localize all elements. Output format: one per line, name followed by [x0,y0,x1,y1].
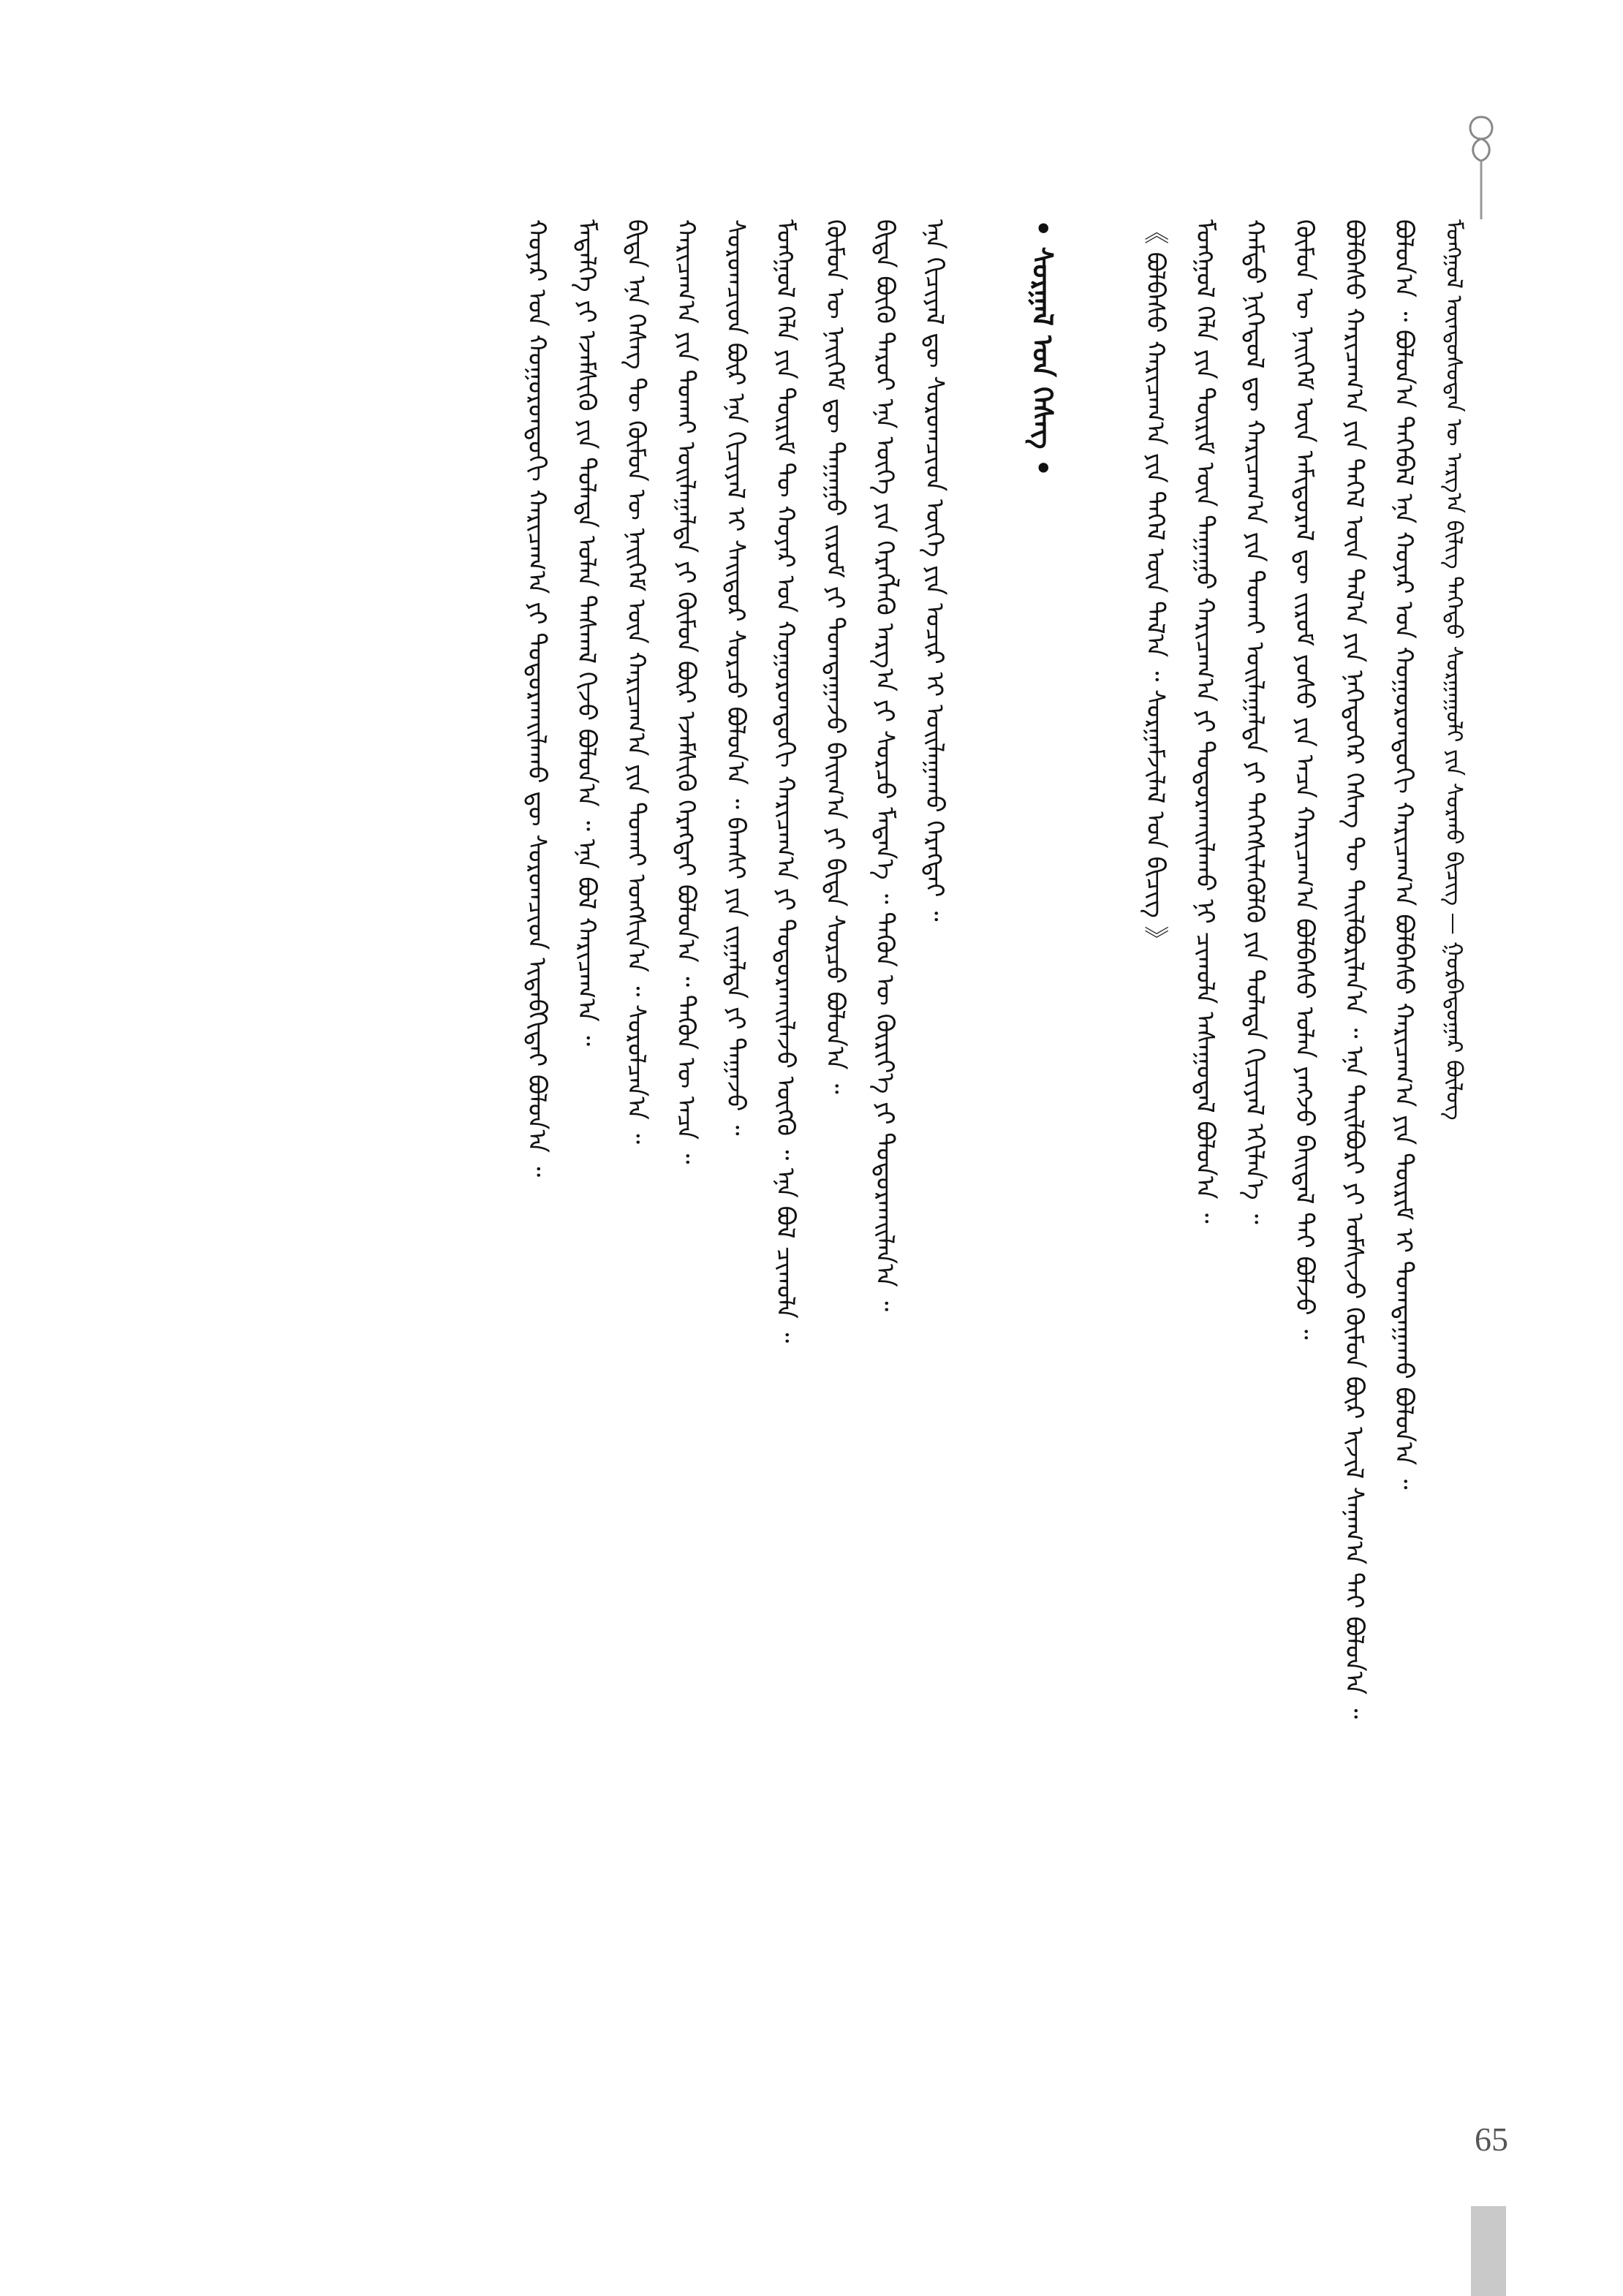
text-line-15: ᠬᠠᠷᠢᠴᠠᠭ᠎ᠠ ᠶᠢᠨ ᠲᠤᠬᠠᠢ ᠣᠢᠯᠠᠭᠠᠯᠲᠠ ᠶᠢ ᠬᠦᠮᠦᠨ ᠪᠦᠷ ᠡᠵᠡᠮᠰᠢᠬᠦ ᠬᠡᠷᠡᠭᠲᠡᠢ ᠪᠣᠯᠣᠨ᠎ᠠ ᠃ ᠲᠡᠭᠦᠨ ᠦ ᠠᠴᠠ ᠃ [671,219,700,1164]
page-edge-bar [1471,2206,1506,2296]
running-header: ᠮᠣᠩᠭᠣᠯ ᠦᠨᠳᠦᠰᠦᠲᠡᠨ ᠦ ᠠᠷᠭ᠎ᠠ ᠪᠢᠯᠢᠭ᠌ ᠳᠡᠭᠡᠳᠦ ᠰᠤᠷᠭᠠᠭᠤᠯᠢ ᠶᠢᠨ ᠰᠤᠷᠬᠤ ᠪᠢᠴᠢᠭ᠌ — ᠭᠤᠷᠪᠠᠳᠤᠭᠠᠷ ᠪᠦᠯᠦᠭ [1441,219,1467,1121]
page-number: 65 [1475,2121,1508,2158]
text-line-6: 《 ᠪᠣᠯᠪᠠᠰᠤ ᠬᠠᠷᠢᠴᠠᠭ᠎ᠠ ᠶᠢᠨ ᠲᠡᠭᠡᠯ ᠦᠨ ᠲᠠᠯ᠎ᠠ ᠃ ᠰᠤᠷᠭᠠᠮᠵᠢᠯᠠᠯ ᠤᠨ ᠪᠢᠴᠢᠭ᠌ 》 [1140,219,1170,951]
text-line-10: ᠡᠨᠡ ᠬᠢᠴᠢᠶᠡᠯ ᠳᠦ ᠰᠤᠷᠤᠭᠴᠢᠳ ᠦᠭᠡ ᠶᠢᠨ ᠤᠴᠢᠷ ᠢ ᠣᠢᠯᠠᠭᠠᠬᠤ ᠬᠡᠷᠡᠭᠲᠡᠶ ᠃ [920,219,949,922]
blank-line [1078,219,1129,2178]
text-line-3: ᠬᠦᠮᠦᠨ ᠦ ᠨᠡᠢᠭᠡᠮ ᠦᠨ ᠠᠮᠢᠳᠤᠷᠠᠯ ᠳᠦ ᠵᠢᠷᠤᠮ ᠶᠣᠰᠣ ᠶᠢᠨ ᠠᠴᠠ ᠬᠠᠷᠢᠴᠠᠭ᠎ᠠ ᠪᠣᠯᠪᠠᠰᠤ ᠣᠯᠠᠨ ᠶᠠᠩᠵᠤ ᠪᠠᠢᠳᠠᠯ ᠲᠠᠢ ᠪᠣᠯᠵᠤ ᠃ [1290,219,1319,1340]
text-line-2: ᠪᠣᠯᠪᠠᠰᠤ ᠬᠠᠷᠢᠴᠠᠭ᠎ᠠ ᠶᠢᠨ ᠲᠡᠭᠡᠯ ᠦᠨ ᠲᠠᠯ᠎ᠠ ᠶᠢᠨ ᠨᠡᠭᠡᠳᠦᠭᠡᠷ ᠬᠡᠰᠡᠭ ᠲᠦ ᠲᠠᠢᠯᠪᠤᠷᠢᠯᠠᠨ᠎ᠠ ᠃ ᠡᠨᠡ ᠲᠠᠢᠯᠪᠤᠷᠢ ᠶᠢ ᠤᠮᠰᠢᠵᠤ ᠬᠦᠮᠦᠨ ᠪᠦᠷ ᠢᠵᠢᠯ ᠰᠠᠨᠠᠭ᠎ᠠ ᠲᠠᠢ ᠪᠣᠯᠣᠨ᠎ᠠ ᠃ [1339,219,1369,1719]
text-line-5: ᠮᠣᠩᠭᠣᠯ ᠬᠡᠯᠡ ᠶᠢᠨ ᠳᠦᠷᠢᠮ ᠦᠨ ᠳᠠᠭᠠᠭᠤ ᠬᠠᠷᠢᠴᠠᠭ᠎ᠠ ᠶᠢ ᠲᠣᠳᠣᠷᠬᠠᠢᠯᠠᠬᠤ ᠨᠢ ᠴᠢᠬᠤᠯᠠ ᠠᠰᠠᠭᠤᠳᠠᠯ ᠪᠣᠯᠣᠨ᠎ᠠ ᠃ [1190,219,1219,1224]
section-heading: • ᠰᠤᠷᠭᠠᠯ ᠤᠨ ᠬᠡᠰᠡᠭ • [1026,219,1059,477]
text-line-13: ᠮᠣᠩᠭᠣᠯ ᠬᠡᠯᠡ ᠶᠢᠨ ᠳᠦᠷᠢᠮ ᠲᠦ ᠬᠣᠶᠠᠷ ᠤᠨ ᠬᠣᠭᠣᠷᠣᠨᠳᠣᠬᠢ ᠬᠠᠷᠢᠴᠠᠭ᠎ᠠ ᠶᠢ ᠲᠣᠳᠣᠷᠬᠠᠢᠯᠠᠵᠤ ᠦᠭᠬᠦ ᠃ ᠡᠨᠡ ᠪᠣᠯ ᠴᠢᠬᠤᠯᠠ ᠃ [771,219,800,1344]
text-line-12: ᠬᠦᠮᠦᠨ ᠦ ᠨᠡᠢᠭᠡᠮ ᠳᠦ ᠳᠠᠭᠠᠭᠤ ᠵᠢᠷᠤᠮ ᠶᠢ ᠲᠣᠭᠲᠠᠭᠠᠵᠤ ᠪᠠᠢᠭ᠎ᠠ ᠶᠢ ᠪᠢᠳᠡ ᠰᠤᠷᠴᠤ ᠪᠣᠯᠣᠨ᠎ᠠ ᠃ [820,219,850,1094]
text-line-1: ᠪᠣᠯᠣᠨ᠎ᠠ ᠃ ᠪᠣᠯᠣᠨ᠎ᠠ ᠲᠡᠭᠡᠪᠡᠯ ᠡᠨᠡ ᠬᠣᠶᠠᠷ ᠤᠨ ᠬᠣᠭᠣᠷᠣᠨᠳᠣᠬᠢ ᠬᠠᠷᠢᠴᠠᠭ᠎ᠠ ᠪᠣᠯᠪᠠᠰᠤ ᠬᠠᠷᠢᠴᠠᠭ᠎ᠠ ᠶᠢᠨ ᠳᠦᠷᠢᠮ ᠢ ᠲᠣᠭᠲᠠᠭᠠᠬᠤ ᠪᠣᠯᠣᠨ᠎ᠠ ᠃ [1389,219,1418,1490]
blank-line [965,219,1016,2178]
text-line-14: ᠰᠤᠷᠤᠭᠴᠢᠳ ᠪᠦᠷ ᠡᠨᠡ ᠬᠢᠴᠢᠶᠡᠯ ᠢ ᠰᠠᠢᠲᠤᠷ ᠰᠤᠷᠴᠤ ᠪᠣᠯᠣᠨ᠎ᠠ ᠃ ᠪᠠᠭᠰᠢ ᠶᠢᠨ ᠵᠢᠭᠠᠯᠲᠠ ᠶᠢ ᠳᠠᠭᠠᠵᠤ ᠃ [721,219,750,1136]
text-line-16: ᠪᠢᠳᠡ ᠡᠨᠡ ᠬᠡᠰᠡᠭ ᠲᠦ ᠬᠦᠮᠦᠨ ᠦ ᠨᠡᠢᠭᠡᠮ ᠦᠨ ᠬᠠᠷᠢᠴᠠᠭ᠎ᠠ ᠶᠢᠨ ᠲᠤᠬᠠᠢ ᠤᠩᠰᠢᠨ᠎ᠠ ᠃ ᠰᠤᠷᠤᠯᠴᠠᠨ᠎ᠠ ᠃ [621,219,651,1145]
vertical-text-area [183,219,1469,2193]
text-line-11: ᠪᠢᠳᠡ ᠪᠦᠬᠦ ᠳᠠᠷᠤᠢ ᠡᠨᠡ ᠦᠭᠡ ᠶᠢᠨ ᠬᠡᠷᠡᠭᠯᠡᠬᠦ ᠠᠷᠭ᠎ᠠ ᠶᠢ ᠰᠤᠷᠴᠤ ᠮᠡᠳᠡᠨ᠎ᠡ ᠃ ᠲᠡᠭᠦᠨ ᠦ ᠬᠦᠷᠢᠶ᠎ᠡ ᠶᠢ ᠲᠣᠳᠣᠷᠬᠠᠢᠯᠠᠨ᠎ᠠ ᠃ [870,219,899,1311]
text-line-17: ᠮᠡᠳᠡᠯᠭᠡ ᠶᠢ ᠡᠵᠡᠮᠰᠢᠬᠦ ᠶᠢᠨ ᠲᠤᠯᠠᠳᠠ ᠣᠯᠠᠨ ᠳᠠᠰᠬᠠᠯ ᠬᠢᠵᠦ ᠪᠣᠯᠣᠨ᠎ᠠ ᠃ ᠡᠨᠡ ᠪᠣᠯ ᠬᠠᠷᠢᠴᠠᠭ᠎ᠠ ᠃ [572,219,601,1046]
text-line-4: ᠬᠠᠮᠲᠤ ᠨᠢᠭᠡᠳᠦᠯ ᠳᠦ ᠬᠠᠷᠢᠴᠠᠭ᠎ᠠ ᠶᠢᠨ ᠲᠤᠬᠠᠢ ᠣᠢᠯᠠᠭᠠᠯᠲᠠ ᠶᠢ ᠳᠡᠭᠡᠭᠰᠢᠯᠡᠭᠦᠯᠬᠦ ᠶᠢᠨ ᠲᠤᠯᠠᠳᠠ ᠬᠢᠴᠢᠶᠡᠯ ᠡᠬᠢᠯᠡᠨ᠎ᠡ ᠃ [1240,219,1269,1224]
text-line-18: ᠬᠣᠶᠠᠷ ᠤᠨ ᠬᠣᠭᠣᠷᠣᠨᠳᠣᠬᠢ ᠬᠠᠷᠢᠴᠠᠭ᠎ᠠ ᠶᠢ ᠲᠣᠳᠣᠷᠬᠠᠢᠯᠠᠬᠤ ᠳᠦ ᠰᠤᠷᠤᠭᠴᠢᠳ ᠢᠳᠡᠪᠬᠢᠲᠡᠢ ᠪᠣᠯᠣᠨ᠎ᠠ ᠃ [522,219,551,1178]
header-ornament-icon [1459,110,1503,219]
